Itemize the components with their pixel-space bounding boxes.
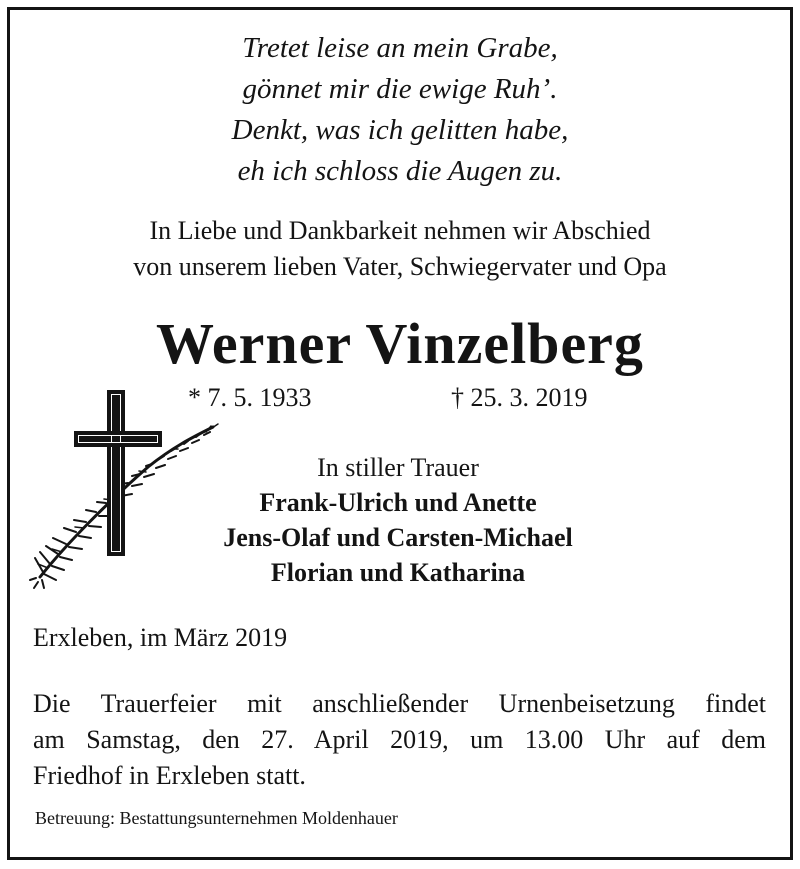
funeral-notice-line: Die Trauerfeier mit anschließender Urnenbeisetzung findet	[33, 689, 766, 718]
mourner-family: Frank-Ulrich und Anette	[259, 488, 537, 517]
cross-icon	[74, 390, 162, 556]
mourner-family: Florian und Katharina	[270, 558, 526, 587]
poem-line: Tretet leise an mein Grabe,	[242, 32, 558, 64]
poem-line: gönnet mir die ewige Ruh’.	[242, 73, 558, 105]
intro-line: von unserem lieben Vater, Schwiegervater und Opa	[133, 252, 667, 281]
undertaker-credit: Betreuung: Bestattungsunternehmen Moldenhauer	[35, 808, 398, 828]
death-date: † 25. 3. 2019	[451, 383, 588, 412]
mourners-heading: In stiller Trauer	[317, 453, 479, 482]
poem	[0, 28, 800, 192]
funeral-notice-line: Friedhof in Erxleben statt.	[33, 761, 306, 790]
poem-line: Denkt, was ich gelitten habe,	[231, 114, 569, 146]
intro-text	[0, 213, 800, 285]
poem-line: eh ich schloss die Augen zu.	[237, 155, 563, 187]
mourners	[178, 450, 618, 590]
mourner-family: Jens-Olaf und Carsten-Michael	[223, 523, 573, 552]
deceased-name: Werner Vinzelberg	[156, 311, 644, 376]
place-and-date: Erxleben, im März 2019	[33, 623, 288, 652]
birth-date: * 7. 5. 1933	[188, 383, 312, 412]
funeral-notice-line: am Samstag, den 27. April 2019, um 13.00 Uhr auf dem	[33, 725, 766, 754]
intro-line: In Liebe und Dankbarkeit nehmen wir Abschied	[149, 216, 651, 245]
funeral-notice	[33, 686, 766, 794]
